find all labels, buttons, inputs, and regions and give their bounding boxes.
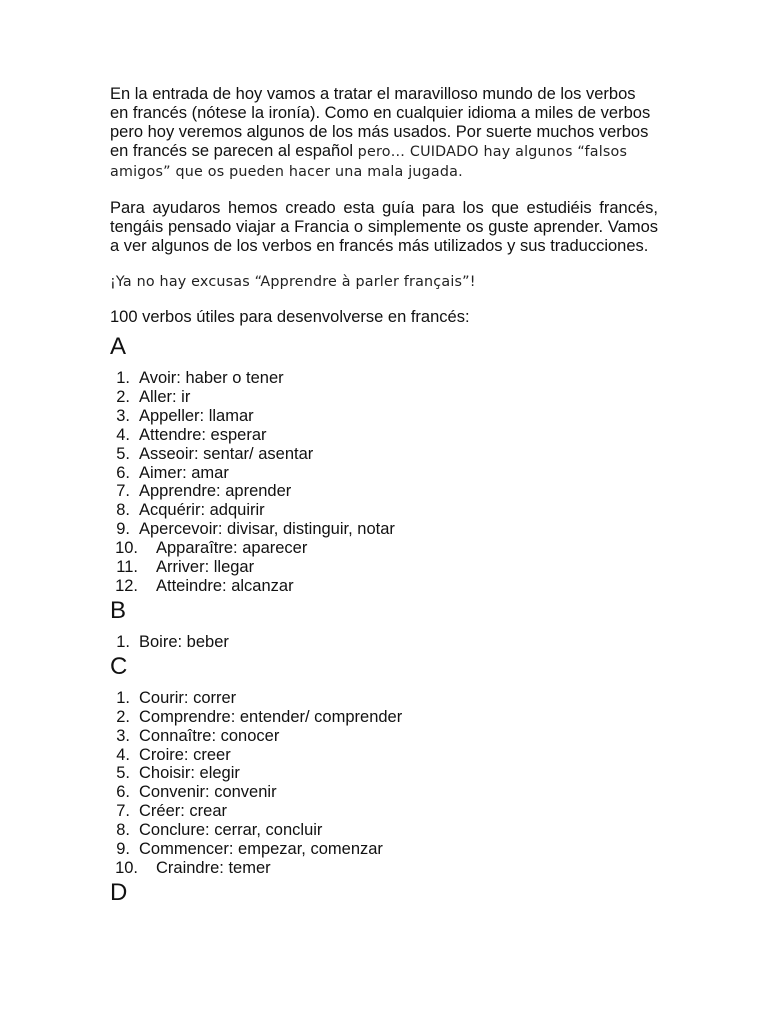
- list-item: [110, 520, 658, 539]
- section-letter: B: [110, 596, 127, 624]
- section-d: [110, 878, 658, 906]
- list-heading: 100 verbos útiles para desenvolverse en francés:: [110, 308, 470, 326]
- list-item-text: Apercevoir: divisar, distinguir, notar: [139, 520, 395, 539]
- list-item-text: Créer: crear: [139, 802, 228, 821]
- document-page: [110, 85, 658, 915]
- verb-sections: [110, 335, 658, 905]
- list-item-number: 2.: [116, 707, 130, 726]
- list-item-number: 11.: [116, 558, 138, 577]
- section-b: [110, 596, 658, 652]
- excuse-line: ¡Ya no hay excusas “Apprendre à parler français”!: [110, 274, 476, 290]
- list-item: [110, 445, 658, 464]
- list-item: [110, 764, 658, 783]
- list-item: [110, 802, 658, 821]
- list-item-text: Convenir: convenir: [139, 783, 277, 802]
- list-item-text: Croire: creer: [139, 745, 231, 764]
- list-item-text: Acquérir: adquirir: [139, 501, 265, 520]
- list-item-number: 10.: [115, 858, 138, 877]
- list-item: [110, 840, 658, 859]
- intro-text: En la entrada de hoy vamos a tratar el maravilloso mundo de los verbos en francés (nótese la ironía). Como en cualquier idioma a miles de verbos pero hoy veremos algunos de los más usados. Por suerte muchos verbos en francés se parecen al español: [110, 85, 651, 160]
- list-item-number: 10.: [115, 539, 138, 558]
- list-item-number: 5.: [116, 444, 130, 463]
- list-item-text: Avoir: haber o tener: [139, 369, 284, 387]
- list-item-number: 1.: [116, 369, 130, 387]
- intro-paragraph: [110, 85, 658, 182]
- section-letter: C: [110, 652, 128, 680]
- list-item-number: 7.: [116, 802, 130, 821]
- list-item-text: Attendre: esperar: [139, 425, 267, 444]
- list-item-number: 4.: [116, 745, 130, 764]
- list-item-text: Courir: correr: [139, 688, 237, 707]
- list-item-number: 9.: [116, 840, 130, 859]
- list-item-text: Commencer: empezar, comenzar: [139, 840, 383, 859]
- list-item: [110, 482, 658, 501]
- list-item-text: Choisir: elegir: [139, 764, 240, 783]
- list-item: [110, 558, 658, 577]
- section-letter: A: [110, 333, 127, 360]
- list-item-number: 6.: [116, 463, 130, 482]
- verb-list: [110, 633, 658, 652]
- list-item: [110, 727, 658, 746]
- list-item-number: 3.: [116, 406, 130, 425]
- list-item-number: 1.: [116, 688, 130, 707]
- list-item: [110, 388, 658, 407]
- list-item-text: Comprendre: entender/ comprender: [139, 707, 403, 726]
- list-item-text: Asseoir: sentar/ asentar: [139, 444, 314, 463]
- list-item: [110, 746, 658, 765]
- list-item-number: 8.: [116, 501, 130, 520]
- list-item: [110, 539, 658, 558]
- list-item-text: Arriver: llegar: [156, 558, 255, 577]
- list-item: [110, 633, 658, 652]
- list-item-number: 2.: [116, 387, 130, 406]
- list-item: [110, 577, 658, 596]
- intro-warning: pero… CUIDADO hay algunos “falsos amigos” que os pueden hacer una mala jugada.: [110, 144, 628, 180]
- list-item-text: Aimer: amar: [139, 463, 229, 482]
- list-item-text: Appeller: llamar: [139, 406, 254, 425]
- list-item: [110, 407, 658, 426]
- list-item-text: Apparaître: aparecer: [156, 539, 308, 558]
- list-item-number: 5.: [116, 764, 130, 783]
- list-item: [110, 369, 658, 388]
- list-item-number: 9.: [116, 520, 130, 539]
- list-item: [110, 859, 658, 878]
- list-item: [110, 783, 658, 802]
- list-item-text: Conclure: cerrar, concluir: [139, 821, 323, 840]
- section-a: [110, 335, 658, 596]
- list-item-number: 3.: [116, 726, 130, 745]
- list-item-text: Craindre: temer: [156, 858, 271, 877]
- list-item: [110, 821, 658, 840]
- guide-paragraph: Para ayudaros hemos creado esta guía para los que estudiéis francés, tengáis pensado viajar a Francia o simplemente os guste aprender. Vamos a ver algunos de los verbos en francés más utilizados y sus traducciones.: [110, 199, 658, 255]
- verb-list: [110, 689, 658, 878]
- list-item-number: 12.: [115, 576, 138, 595]
- section-c: [110, 652, 658, 878]
- list-item-number: 4.: [116, 425, 130, 444]
- list-item-text: Connaître: conocer: [139, 726, 280, 745]
- list-item: [110, 501, 658, 520]
- list-item-number: 7.: [116, 482, 130, 501]
- list-item: [110, 464, 658, 483]
- list-item-number: 6.: [116, 783, 130, 802]
- list-item-text: Aller: ir: [139, 387, 191, 406]
- list-item: [110, 708, 658, 727]
- section-letter: D: [110, 878, 128, 906]
- verb-list: [110, 369, 658, 596]
- list-item-number: 8.: [116, 821, 130, 840]
- list-item: [110, 689, 658, 708]
- list-item-text: Atteindre: alcanzar: [156, 576, 294, 595]
- list-item-number: 1.: [116, 632, 130, 651]
- list-item-text: Apprendre: aprender: [139, 482, 292, 501]
- list-item: [110, 426, 658, 445]
- list-item-text: Boire: beber: [139, 632, 229, 651]
